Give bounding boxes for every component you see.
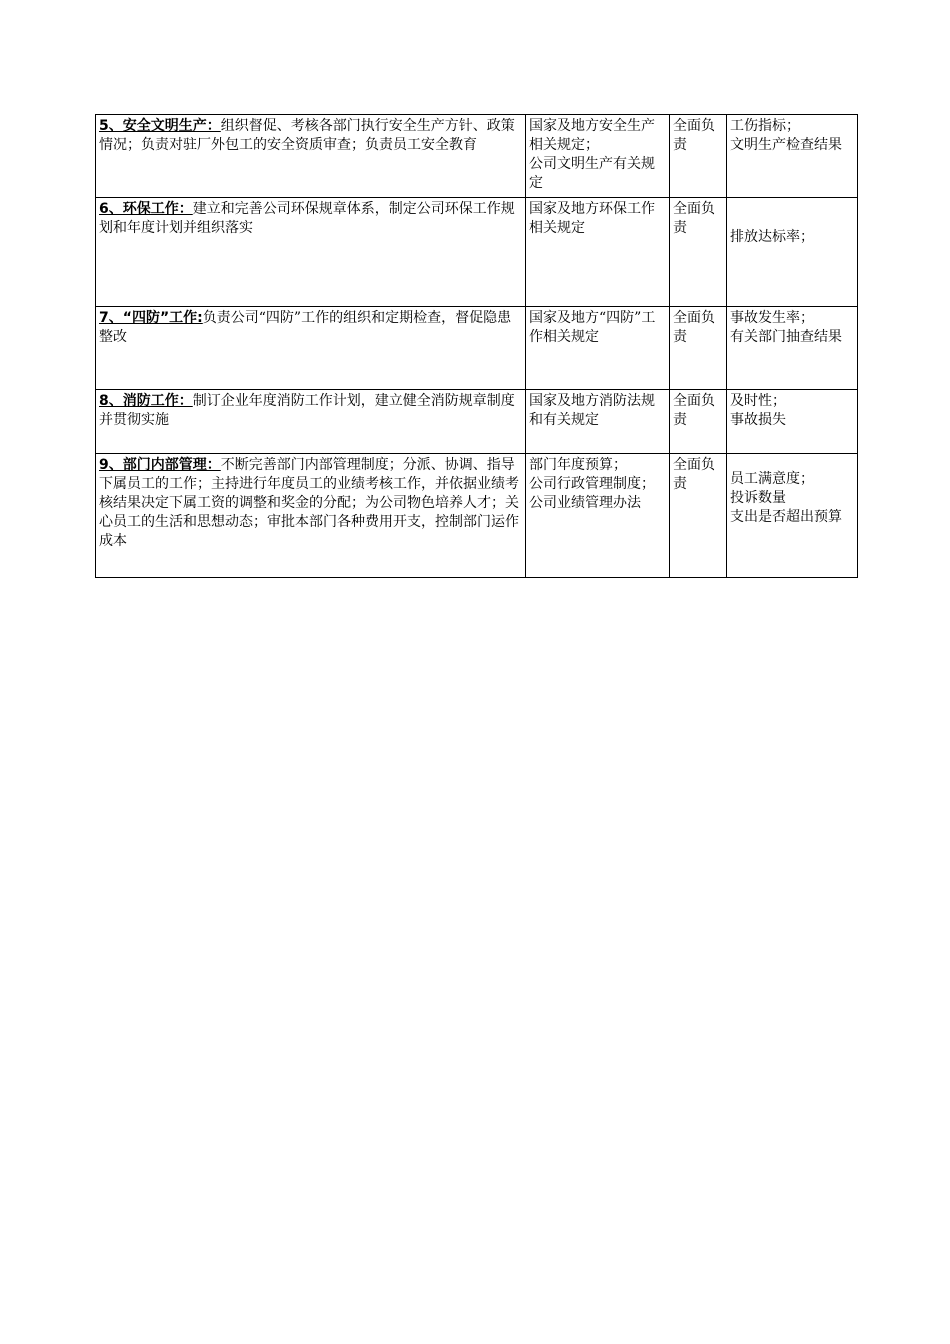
indicator-cell (727, 454, 858, 578)
basis-line: 国家及地方环保工作相关规定 (529, 201, 655, 236)
responsibility-cell (670, 115, 727, 198)
basis-cell (526, 390, 670, 454)
table-row (96, 454, 858, 578)
responsibility-cell (670, 390, 727, 454)
responsibility-text: 全面负责 (673, 118, 715, 153)
responsibility-cell (670, 307, 727, 390)
duty-cell (96, 115, 526, 198)
table-row (96, 115, 858, 198)
indicator-line: 文明生产检查结果 (730, 137, 842, 153)
duty-description: 负责公司“四防”工作的组织和定期检查，督促隐患整改 (99, 310, 512, 345)
basis-cell (526, 454, 670, 578)
indicator-cell (727, 198, 858, 307)
responsibility-text: 全面负责 (673, 201, 715, 236)
basis-line: 国家及地方“四防”工作相关规定 (529, 310, 656, 345)
duty-table (95, 114, 858, 578)
duty-title: 8、消防工作： (99, 393, 193, 409)
responsibility-cell (670, 198, 727, 307)
table-row (96, 198, 858, 307)
indicator-line: 排放达标率； (730, 229, 814, 245)
indicator-line: 员工满意度； (730, 471, 814, 487)
basis-line: 公司业绩管理办法 (529, 495, 641, 511)
indicator-cell (727, 307, 858, 390)
duty-title: 5、安全文明生产： (99, 118, 221, 134)
indicator-line: 支出是否超出预算 (730, 509, 842, 525)
duty-title: 7、“四防”工作: (99, 310, 203, 326)
basis-cell (526, 115, 670, 198)
duty-description: 建立和完善公司环保规章体系，制定公司环保工作规划和年度计划并组织落实 (99, 201, 515, 236)
responsibility-cell (670, 454, 727, 578)
indicator-line: 投诉数量 (730, 490, 786, 506)
basis-cell (526, 198, 670, 307)
responsibility-text: 全面负责 (673, 310, 715, 345)
duty-title: 9、部门内部管理： (99, 457, 221, 473)
indicator-line: 工伤指标； (730, 118, 800, 134)
table-row (96, 390, 858, 454)
indicator-line: 及时性； (730, 393, 786, 409)
duty-cell (96, 198, 526, 307)
responsibility-text: 全面负责 (673, 393, 715, 428)
basis-line: 部门年度预算； (529, 457, 627, 473)
basis-line: 公司文明生产有关规定 (529, 156, 655, 191)
indicator-line: 事故损失 (730, 412, 786, 428)
table-row (96, 307, 858, 390)
basis-line: 国家及地方消防法规和有关规定 (529, 393, 655, 428)
duty-cell (96, 390, 526, 454)
basis-line: 国家及地方安全生产相关规定； (529, 118, 655, 153)
basis-line: 公司行政管理制度； (529, 476, 655, 492)
indicator-line: 有关部门抽查结果 (730, 329, 842, 345)
indicator-cell (727, 390, 858, 454)
basis-cell (526, 307, 670, 390)
indicator-cell (727, 115, 858, 198)
duty-description: 组织督促、考核各部门执行安全生产方针、政策情况；负责对驻厂外包工的安全资质审查；负责员工安全教育 (99, 118, 515, 153)
duty-cell (96, 307, 526, 390)
responsibility-text: 全面负责 (673, 457, 715, 492)
indicator-line: 事故发生率； (730, 310, 814, 326)
duty-cell (96, 454, 526, 578)
duty-description: 不断完善部门内部管理制度；分派、协调、指导下属员工的工作；主持进行年度员工的业绩考核工作，并依据业绩考核结果决定下属工资的调整和奖金的分配；为公司物色培养人才；关心员工的生活和思想动态；审批本部门各种费用开支，控制部门运作成本 (99, 457, 519, 549)
duty-title: 6、环保工作： (99, 201, 193, 217)
duty-description: 制订企业年度消防工作计划，建立健全消防规章制度并贯彻实施 (99, 393, 515, 428)
